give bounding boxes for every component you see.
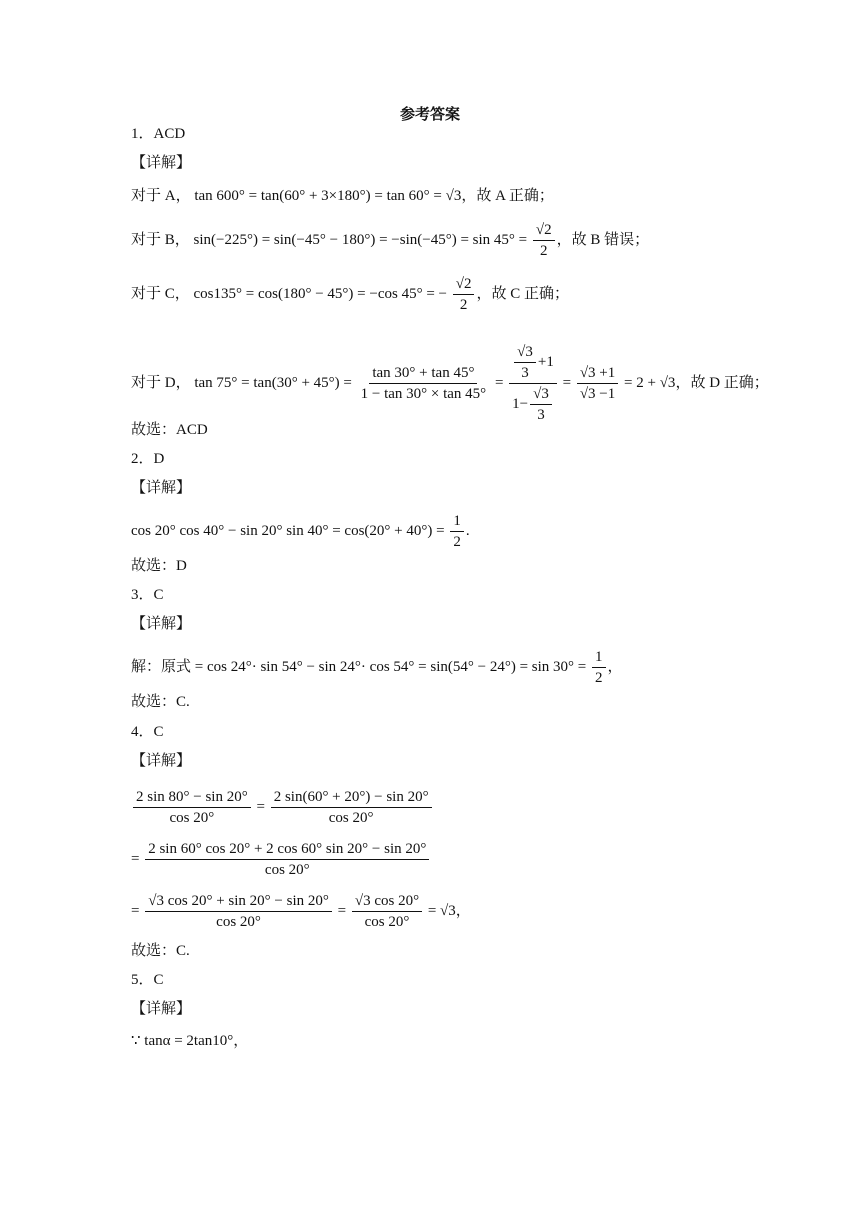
q2-fraction (450, 512, 464, 551)
q1-c-suffix: ，故 C 正确； (476, 285, 569, 302)
q1-d-fraction-2 (509, 343, 557, 424)
q3-detail-tag: 【详解】 (131, 616, 192, 632)
q1-d-fraction-1 (358, 364, 490, 403)
q5-answer: 5．C (131, 972, 164, 988)
q1-choose: 故选：ACD (131, 422, 208, 438)
q1-d-frac2-inner-top (514, 343, 536, 382)
q1-b-fraction (533, 221, 555, 260)
q1-c-prefix: 对于 C， (131, 285, 190, 302)
q5-detail-tag: 【详解】 (131, 1001, 192, 1017)
q2-choose: 故选：D (131, 558, 187, 574)
q4-l1-fraction-1 (133, 788, 251, 827)
q4-l3-fraction-2 (352, 892, 422, 931)
q1-d-frac2-inner-bottom-num: √3 (530, 385, 552, 405)
q1-d-expr1: tan 75° = tan(30° + 45°) = (194, 374, 352, 391)
q2-expression (131, 512, 470, 551)
q1-a-suffix: ，故 A 正确； (461, 188, 554, 204)
q1-b-expr: sin(−225°) = sin(−45° − 180°) = −sin(−45°) = sin 45° = (193, 231, 528, 248)
q3-expr: 解：原式 = cos 24°· sin 54° − sin 24°· cos 54° = sin(54° − 24°) = sin 30° = (131, 658, 587, 675)
q1-c-expr: cos135° = cos(180° − 45°) = −cos 45° = − (193, 285, 447, 302)
q4-l3-frac2-den: cos 20° (364, 914, 410, 930)
q1-b-frac-den: 2 (540, 243, 548, 259)
q1-d-frac2-inner-bottom-den: 3 (537, 407, 545, 423)
q4-l3-fraction-1 (145, 892, 332, 931)
q3-frac-den: 2 (595, 670, 603, 686)
q1-line-d: 对于 D， tan 75° = tan(30° + 45°) = $\frac{\tan 30^\circ + \tan 45^\circ}{1 - \tan 30^\circ \times \tan 45^\circ}$ = $\frac{√3}{3}$ +1 1− $\frac{√3}{3}$ = $\frac{√3 +1}{√3 -1}$ = 2 + √3，故 D 正确； (131, 344, 769, 423)
q1-line-a (131, 186, 554, 206)
page-title: 参考答案 (399, 107, 460, 123)
q1-detail-tag: 【详解】 (131, 155, 192, 171)
q4-l2-frac-den: cos 20° (264, 862, 310, 878)
q4-l3-frac2-num: √3 cos 20° (352, 892, 422, 912)
q4-l1-frac2-num: 2 sin(60° + 20°) − sin 20° (271, 788, 432, 808)
q1-line-b (131, 221, 649, 260)
q4-l3-result: √3 (440, 902, 456, 919)
q1-d-frac2-inner-bottom (530, 385, 552, 424)
q2-frac-num: 1 (450, 512, 464, 532)
q3-choose: 故选：C. (131, 694, 190, 710)
q4-l1-frac1-num: 2 sin 80° − sin 20° (133, 788, 251, 808)
q1-a-prefix: 对于 A， (131, 188, 191, 204)
q4-l2-frac-num: 2 sin 60° cos 20° + 2 cos 60° sin 20° − sin 20° (145, 840, 429, 860)
q4-l1-frac1-den: cos 20° (169, 810, 215, 826)
q4-l3-tail: ， (455, 902, 471, 919)
q1-b-prefix: 对于 B， (131, 231, 190, 248)
q1-d-suffix: ，故 D 正确； (675, 374, 769, 391)
q4-l1-fraction-2 (271, 788, 432, 827)
q1-d-frac2-den-head: 1− (512, 395, 529, 412)
q1-b-suffix: ，故 B 错误； (556, 231, 650, 248)
q1-c-frac-num: √2 (453, 275, 475, 295)
q5-expression: ∵ tanα = 2tan10°， (131, 1033, 249, 1049)
q2-frac-den: 2 (453, 534, 461, 550)
q1-d-frac2-inner-top-num: √3 (514, 343, 536, 363)
q2-tail: . (465, 522, 470, 539)
q1-d-frac1-den: 1 − tan 30° × tan 45° (360, 386, 487, 402)
q4-l1-frac2-den: cos 20° (328, 810, 374, 826)
q3-answer: 3．C (131, 587, 164, 603)
q1-d-frac2-num (509, 343, 557, 384)
q4-line-2: = $\frac{2 \sin 60^\circ \cos 20^\circ + 2 \cos 60^\circ \sin 20^\circ - \sin 20^\circ}{\cos 20^\circ}$ (131, 840, 431, 879)
q4-l3-frac1-den: cos 20° (216, 914, 261, 930)
q4-choose: 故选：C. (131, 943, 190, 959)
q3-frac-num: 1 (592, 648, 606, 668)
q1-d-frac2-den (509, 384, 557, 424)
q1-c-fraction (453, 275, 475, 314)
q4-l3-frac1-num: √3 cos 20° + sin 20° − sin 20° (145, 892, 332, 912)
q3-fraction (592, 648, 606, 687)
q1-answer: 1．ACD (131, 126, 186, 142)
q1-d-frac2-inner-top-den: 3 (521, 365, 529, 381)
q1-d-result: = 2 + √3 (624, 374, 676, 391)
q1-d-prefix: 对于 D， (131, 374, 191, 391)
q2-answer: 2．D (131, 451, 165, 467)
q3-tail: ， (607, 658, 623, 675)
q2-expr: cos 20° cos 40° − sin 20° sin 40° = cos(20° + 40°) = (131, 522, 445, 539)
q1-d-frac3-num: √3 +1 (577, 364, 618, 384)
q2-detail-tag: 【详解】 (131, 480, 192, 496)
q1-d-frac1-num: tan 30° + tan 45° (369, 364, 477, 384)
q3-expression (131, 648, 623, 687)
q1-line-c (131, 275, 569, 314)
q1-c-frac-den: 2 (459, 297, 468, 313)
q1-d-frac2-num-tail: +1 (537, 353, 554, 370)
q1-a-expr: tan 600° = tan(60° + 3×180°) = tan 60° = √3 (194, 188, 462, 204)
q4-detail-tag: 【详解】 (131, 753, 192, 769)
q1-d-frac3-den: √3 −1 (579, 386, 616, 402)
q4-line-3: = $\frac{√3 \cos 20^\circ + \sin 20^\circ - \sin 20^\circ}{\cos 20^\circ}$ = $\frac{√3 \cos 20^\circ}{\cos 20^\circ}$ = √3， (131, 893, 471, 930)
q4-l2-fraction (145, 840, 429, 879)
q4-line-1: $\frac{2 \sin 80^\circ - \sin 20^\circ}{\cos 20^\circ}$ = $\frac{2 \sin(60^\circ + 20^\circ) - \sin 20^\circ}{\cos 20^\circ}$ (131, 788, 434, 827)
q1-b-frac-num: √2 (533, 221, 555, 241)
q1-d-fraction-3 (577, 364, 618, 403)
q4-answer: 4．C (131, 724, 164, 740)
